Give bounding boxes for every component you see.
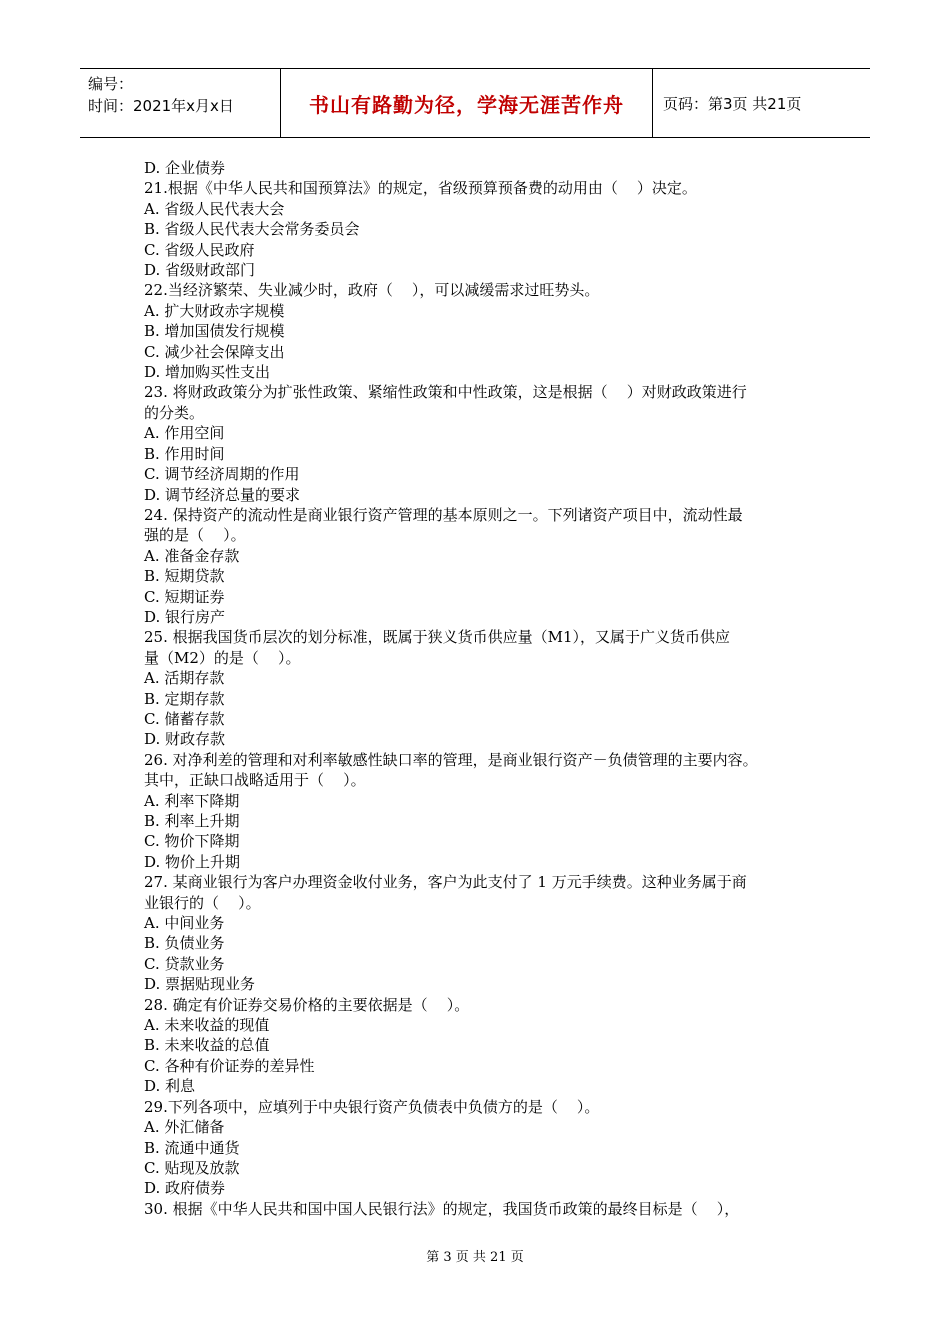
- text-line: B. 利率上升期: [144, 812, 240, 830]
- text-line: B. 定期存款: [144, 689, 225, 708]
- text-line: D. 调节经济总量的要求: [144, 485, 301, 504]
- text-line: 其中，正缺口战略适用于（ ）。: [144, 771, 366, 790]
- text-line: 业银行的（ ）。: [144, 893, 261, 912]
- text-line: C. 贷款业务: [144, 954, 225, 973]
- text-line: A. 外汇储备: [144, 1118, 225, 1137]
- text-line: B. 流通中通货: [144, 1138, 240, 1157]
- text-line: B. 增加国债发行规模: [144, 322, 285, 341]
- text-line: D. 银行房产: [144, 607, 226, 626]
- text-line: B. 短期贷款: [144, 567, 225, 586]
- text-line: 强的是（ ）。: [144, 526, 246, 545]
- question-list: [144, 158, 824, 1219]
- header-page-info-cell: [653, 69, 870, 137]
- text-line: A. 未来收益的现值: [144, 1016, 270, 1035]
- text-line: A. 准备金存款: [144, 546, 240, 565]
- header-page-info: 页码：第3页 共21页: [663, 94, 802, 113]
- text-line: D. 利息: [144, 1077, 196, 1096]
- text-line: D. 增加购买性支出: [144, 363, 271, 382]
- text-line: 24. 保持资产的流动性是商业银行资产管理的基本原则之一。下列诸资产项目中，流动性最: [144, 505, 743, 524]
- text-line: A. 活期存款: [144, 669, 225, 688]
- text-line: 30. 根据《中华人民共和国中国人民银行法》的规定，我国货币政策的最终目标是（ ），: [144, 1199, 740, 1218]
- header-motto: 书山有路勤为径，学海无涯苦作舟: [309, 92, 624, 117]
- text-line: 25. 根据我国货币层次的划分标准，既属于狭义货币供应量（M1），又属于广义货币供应: [144, 628, 731, 647]
- page-footer: 第 3 页 共 21 页: [426, 1250, 524, 1265]
- text-line: C. 贴现及放款: [144, 1158, 240, 1177]
- text-line: 26. 对净利差的管理和对利率敏感性缺口率的管理，是商业银行资产－负债管理的主要内容。: [144, 750, 758, 769]
- text-line: C. 调节经济周期的作用: [144, 465, 300, 484]
- text-line: D. 物价上升期: [144, 852, 241, 871]
- text-line: D. 企业债券: [144, 159, 226, 177]
- text-line: C. 物价下降期: [144, 832, 240, 851]
- text-line: A. 省级人民代表大会: [144, 199, 285, 218]
- page-header: [80, 68, 870, 138]
- document-date-label: 时间：2021年x月x日: [88, 97, 234, 115]
- text-line: A. 中间业务: [144, 914, 225, 933]
- text-line: D. 财政存款: [144, 730, 226, 749]
- text-line: A. 扩大财政赤字规模: [144, 301, 285, 320]
- text-line: D. 票据贴现业务: [144, 975, 256, 994]
- text-line: 量（M2）的是（ ）。: [144, 648, 301, 667]
- text-line: 22.当经济繁荣、失业减少时，政府（ ），可以减缓需求过旺势头。: [144, 281, 600, 300]
- text-line: A. 作用空间: [144, 424, 225, 443]
- text-line: C. 减少社会保障支出: [144, 342, 285, 361]
- text-line: 27. 某商业银行为客户办理资金收付业务，客户为此支付了 1 万元手续费。这种业务属于商: [144, 873, 747, 892]
- text-line: C. 储蓄存款: [144, 709, 225, 728]
- text-line: B. 负债业务: [144, 934, 225, 953]
- text-line: B. 省级人民代表大会常务委员会: [144, 220, 360, 239]
- text-line: 23. 将财政政策分为扩张性政策、紧缩性政策和中性政策，这是根据（ ）对财政政策进行: [144, 383, 747, 402]
- header-meta: [80, 69, 281, 137]
- text-line: B. 作用时间: [144, 444, 225, 463]
- text-line: B. 未来收益的总值: [144, 1036, 270, 1055]
- text-line: D. 政府债券: [144, 1179, 226, 1198]
- text-line: A. 利率下降期: [144, 791, 240, 810]
- text-line: C. 省级人民政府: [144, 240, 255, 259]
- text-line: 21.根据《中华人民共和国预算法》的规定，省级预算预备费的动用由（ ）决定。: [144, 179, 697, 198]
- header-motto-cell: [281, 69, 653, 137]
- text-line: 29.下列各项中，应填列于中央银行资产负债表中负债方的是（ ）。: [144, 1097, 600, 1116]
- text-line: C. 各种有价证券的差异性: [144, 1056, 315, 1075]
- text-line: 的分类。: [144, 403, 205, 422]
- text-line: 28. 确定有价证券交易价格的主要依据是（ ）。: [144, 995, 470, 1014]
- document-number-label: 编号：: [88, 75, 134, 93]
- text-line: C. 短期证券: [144, 587, 225, 606]
- text-line: D. 省级财政部门: [144, 261, 256, 280]
